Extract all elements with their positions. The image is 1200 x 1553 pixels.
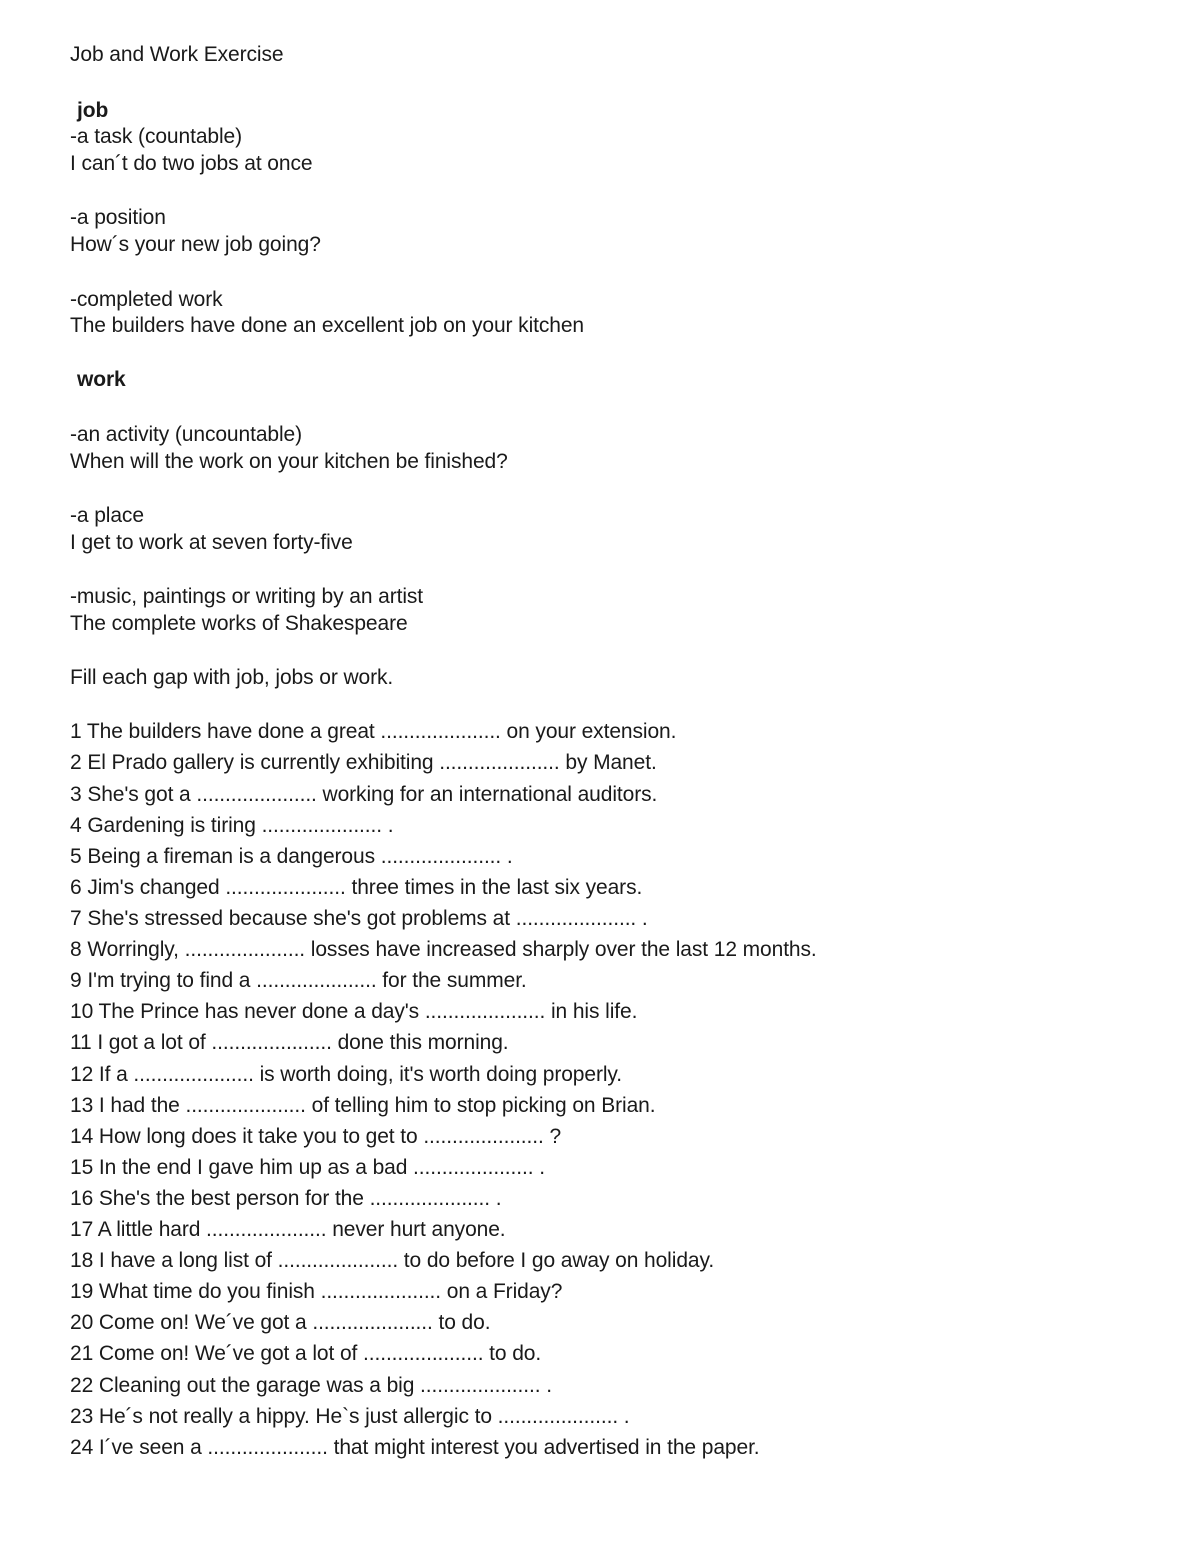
job-example-3: The builders have done an excellent job on your kitchen (70, 314, 585, 337)
job-heading: job (77, 99, 109, 122)
work-example-1: When will the work on your kitchen be finished? (70, 450, 508, 473)
exercise-item: 19 What time do you finish ..................... on a Friday? (70, 1280, 563, 1303)
exercise-item: 4 Gardening is tiring ..................... . (70, 814, 394, 837)
exercise-item: 6 Jim's changed ..................... three times in the last six years. (70, 876, 643, 899)
exercise-item: 3 She's got a ..................... working for an international auditors. (70, 783, 658, 806)
exercise-item: 15 In the end I gave him up as a bad ..................... . (70, 1156, 545, 1179)
exercise-item: 20 Come on! We´ve got a ..................... to do. (70, 1311, 491, 1334)
job-definition-3: -completed work (70, 288, 223, 311)
work-example-3: The complete works of Shakespeare (70, 612, 408, 635)
job-definition-2: -a position (70, 206, 166, 229)
work-definition-2: -a place (70, 504, 144, 527)
exercise-item: 2 El Prado gallery is currently exhibiting ..................... by Manet. (70, 751, 657, 774)
exercise-item: 12 If a ..................... is worth doing, it's worth doing properly. (70, 1063, 622, 1086)
exercise-item: 13 I had the ..................... of telling him to stop picking on Brian. (70, 1094, 656, 1117)
document-title: Job and Work Exercise (70, 43, 284, 66)
exercise-item: 21 Come on! We´ve got a lot of ..................... to do. (70, 1342, 542, 1365)
work-definition-1: -an activity (uncountable) (70, 423, 303, 446)
exercise-item: 8 Worringly, ..................... losses have increased sharply over the last 12 months. (70, 938, 817, 961)
exercise-item: 18 I have a long list of ..................... to do before I go away on holiday. (70, 1249, 715, 1272)
exercise-item: 17 A little hard ..................... never hurt anyone. (70, 1218, 506, 1241)
exercise-item: 10 The Prince has never done a day's ..................... in his life. (70, 1000, 638, 1023)
exercise-item: 22 Cleaning out the garage was a big ..................... . (70, 1374, 552, 1397)
exercise-item: 11 I got a lot of ..................... done this morning. (70, 1031, 509, 1054)
exercise-item: 5 Being a fireman is a dangerous ..................... . (70, 845, 513, 868)
exercise-instruction: Fill each gap with job, jobs or work. (70, 666, 394, 689)
work-definition-3: -music, paintings or writing by an artist (70, 585, 424, 608)
exercise-item: 1 The builders have done a great ..................... on your extension. (70, 720, 677, 743)
exercise-item: 24 I´ve seen a ..................... that might interest you advertised in the paper. (70, 1436, 760, 1459)
job-example-2: How´s your new job going? (70, 233, 321, 256)
exercise-item: 23 He´s not really a hippy. He`s just allergic to ..................... . (70, 1405, 630, 1428)
job-definition-1: -a task (countable) (70, 125, 243, 148)
exercise-item: 7 She's stressed because she's got problems at ..................... . (70, 907, 648, 930)
work-example-2: I get to work at seven forty-five (70, 531, 353, 554)
exercise-item: 14 How long does it take you to get to ..................... ? (70, 1125, 562, 1148)
exercise-item: 9 I'm trying to find a ..................... for the summer. (70, 969, 527, 992)
job-example-1: I can´t do two jobs at once (70, 152, 313, 175)
exercise-item: 16 She's the best person for the ..................... . (70, 1187, 502, 1210)
work-heading: work (77, 368, 126, 391)
